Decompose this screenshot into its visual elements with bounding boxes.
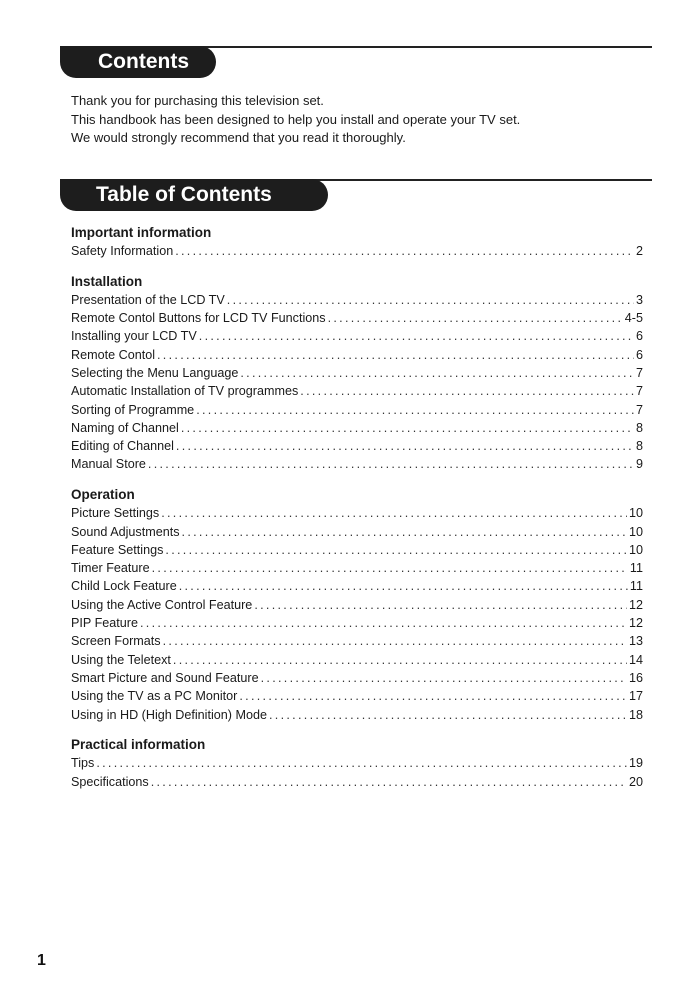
dot-leader xyxy=(163,632,627,650)
toc-entry-page: 12 xyxy=(628,616,643,631)
toc-entry-page: 10 xyxy=(628,524,643,539)
toc-entry-page: 7 xyxy=(635,365,643,380)
dot-leader xyxy=(196,401,634,419)
toc-entry xyxy=(71,327,643,345)
toc-entry-label: Installing your LCD TV xyxy=(71,329,197,344)
toc-entry-page: 2 xyxy=(635,244,643,258)
toc-entry xyxy=(71,669,643,687)
dot-leader xyxy=(240,364,634,382)
toc-entry xyxy=(71,309,643,327)
dot-leader xyxy=(152,559,628,577)
toc-entry-page: 12 xyxy=(628,597,643,612)
toc-entry-label: Presentation of the LCD TV xyxy=(71,292,225,307)
toc-banner xyxy=(60,179,652,211)
page-number: 1 xyxy=(37,952,46,969)
dot-leader xyxy=(328,309,623,327)
toc-entry-label: Remote Contol Buttons for LCD TV Functions xyxy=(71,311,326,326)
toc-entry-page: 19 xyxy=(628,756,643,771)
dot-leader xyxy=(157,346,634,364)
intro-text xyxy=(71,92,520,148)
toc-entry xyxy=(71,455,643,473)
dot-leader xyxy=(175,242,634,260)
toc-entry-label: Timer Feature xyxy=(71,561,150,576)
dot-leader xyxy=(96,754,627,772)
section-title: Practical information xyxy=(71,737,206,753)
toc-entry-label: Safety Information xyxy=(71,244,174,258)
toc-entry xyxy=(71,651,643,669)
section-title: Important information xyxy=(71,225,212,240)
toc-entry xyxy=(71,364,643,382)
dot-leader xyxy=(261,669,627,687)
intro-line: We would strongly recommend that you read it thoroughly. xyxy=(71,130,406,145)
toc-entry xyxy=(71,754,643,772)
toc-entry-label: Selecting the Menu Language xyxy=(71,365,239,380)
toc-entry xyxy=(71,614,643,632)
toc-entry-page: 6 xyxy=(635,347,643,362)
toc-entry xyxy=(71,242,643,260)
toc-entry xyxy=(71,577,643,595)
toc-entry-page: 8 xyxy=(635,420,643,435)
toc-entry-label: Picture Settings xyxy=(71,506,160,521)
dot-leader xyxy=(151,773,627,791)
dot-leader xyxy=(173,651,627,669)
toc-heading: Table of Contents xyxy=(60,179,328,211)
toc-entry-label: Using in HD (High Definition) Mode xyxy=(71,707,267,722)
toc-entry xyxy=(71,559,643,577)
toc-entry-label: Using the Active Control Feature xyxy=(71,597,253,612)
toc-entry xyxy=(71,773,643,791)
toc-entry-page: 7 xyxy=(635,384,643,399)
toc-entry-label: Sorting of Programme xyxy=(71,402,195,417)
dot-leader xyxy=(181,419,634,437)
dot-leader xyxy=(179,577,628,595)
toc-entry xyxy=(71,437,643,455)
toc-entry xyxy=(71,504,643,522)
toc-entry xyxy=(71,291,643,309)
toc-entry xyxy=(71,632,643,650)
toc-entry-page: 9 xyxy=(635,457,643,472)
dot-leader xyxy=(227,291,634,309)
intro-line: Thank you for purchasing this television set. xyxy=(71,93,324,108)
toc-entry xyxy=(71,419,643,437)
toc-entry-page: 11 xyxy=(629,561,643,576)
dot-leader xyxy=(161,504,627,522)
toc-entry-label: Tips xyxy=(71,756,95,771)
toc-entry-page: 6 xyxy=(635,329,643,344)
toc-entry-page: 16 xyxy=(628,670,643,685)
toc-entry-page: 3 xyxy=(635,292,643,307)
toc-entry-label: Automatic Installation of TV programmes xyxy=(71,384,299,399)
dot-leader xyxy=(199,327,634,345)
dot-leader xyxy=(239,687,627,705)
dot-leader xyxy=(165,541,627,559)
toc-entry xyxy=(71,401,643,419)
toc-entry-label: Sound Adjustments xyxy=(71,524,180,539)
toc-entry-label: Specifications xyxy=(71,774,149,789)
dot-leader xyxy=(182,523,627,541)
toc-entry-page: 18 xyxy=(628,707,643,722)
toc-entry-label: Manual Store xyxy=(71,457,146,472)
dot-leader xyxy=(148,455,634,473)
contents-heading: Contents xyxy=(60,46,216,78)
toc-section-installation xyxy=(71,273,643,474)
contents-banner xyxy=(60,46,652,78)
toc-entry-label: PIP Feature xyxy=(71,616,138,631)
toc-entry-page: 17 xyxy=(628,689,643,704)
toc-entry-label: Screen Formats xyxy=(71,634,161,649)
toc-entry xyxy=(71,382,643,400)
toc-entry-page: 7 xyxy=(635,402,643,417)
dot-leader xyxy=(300,382,634,400)
dot-leader xyxy=(254,596,627,614)
section-title: Operation xyxy=(71,487,135,503)
intro-line: This handbook has been designed to help you install and operate your TV set. xyxy=(71,111,521,127)
toc-entry-page: 10 xyxy=(628,506,643,521)
toc-entry-label: Child Lock Feature xyxy=(71,579,177,594)
dot-leader xyxy=(176,437,634,455)
toc-section-practical xyxy=(71,736,643,791)
toc-entry-label: Remote Contol xyxy=(71,347,155,362)
toc-entry-page: 14 xyxy=(628,652,643,667)
toc-entry-label: Editing of Channel xyxy=(71,439,174,454)
section-title: Installation xyxy=(71,273,143,289)
toc-entry-label: Feature Settings xyxy=(71,542,164,557)
toc-entry-page: 8 xyxy=(635,439,643,454)
toc-entry-page: 11 xyxy=(629,579,643,594)
toc-entry xyxy=(71,596,643,614)
toc-entry xyxy=(71,706,643,724)
table-of-contents xyxy=(71,224,643,803)
toc-entry-page: 20 xyxy=(628,774,643,789)
dot-leader xyxy=(140,614,627,632)
toc-entry-label: Using the TV as a PC Monitor xyxy=(71,689,238,704)
toc-section-important xyxy=(71,224,643,260)
toc-entry xyxy=(71,687,643,705)
toc-entry xyxy=(71,523,643,541)
toc-entry-page: 13 xyxy=(628,634,643,649)
toc-entry-label: Smart Picture and Sound Feature xyxy=(71,670,259,685)
toc-entry-label: Using the Teletext xyxy=(71,652,171,667)
toc-entry xyxy=(71,541,643,559)
toc-entry-label: Naming of Channel xyxy=(71,420,179,435)
toc-section-operation xyxy=(71,486,643,724)
dot-leader xyxy=(269,706,627,724)
toc-entry-page: 4-5 xyxy=(624,311,643,326)
toc-entry xyxy=(71,346,643,364)
toc-entry-page: 10 xyxy=(628,542,643,557)
